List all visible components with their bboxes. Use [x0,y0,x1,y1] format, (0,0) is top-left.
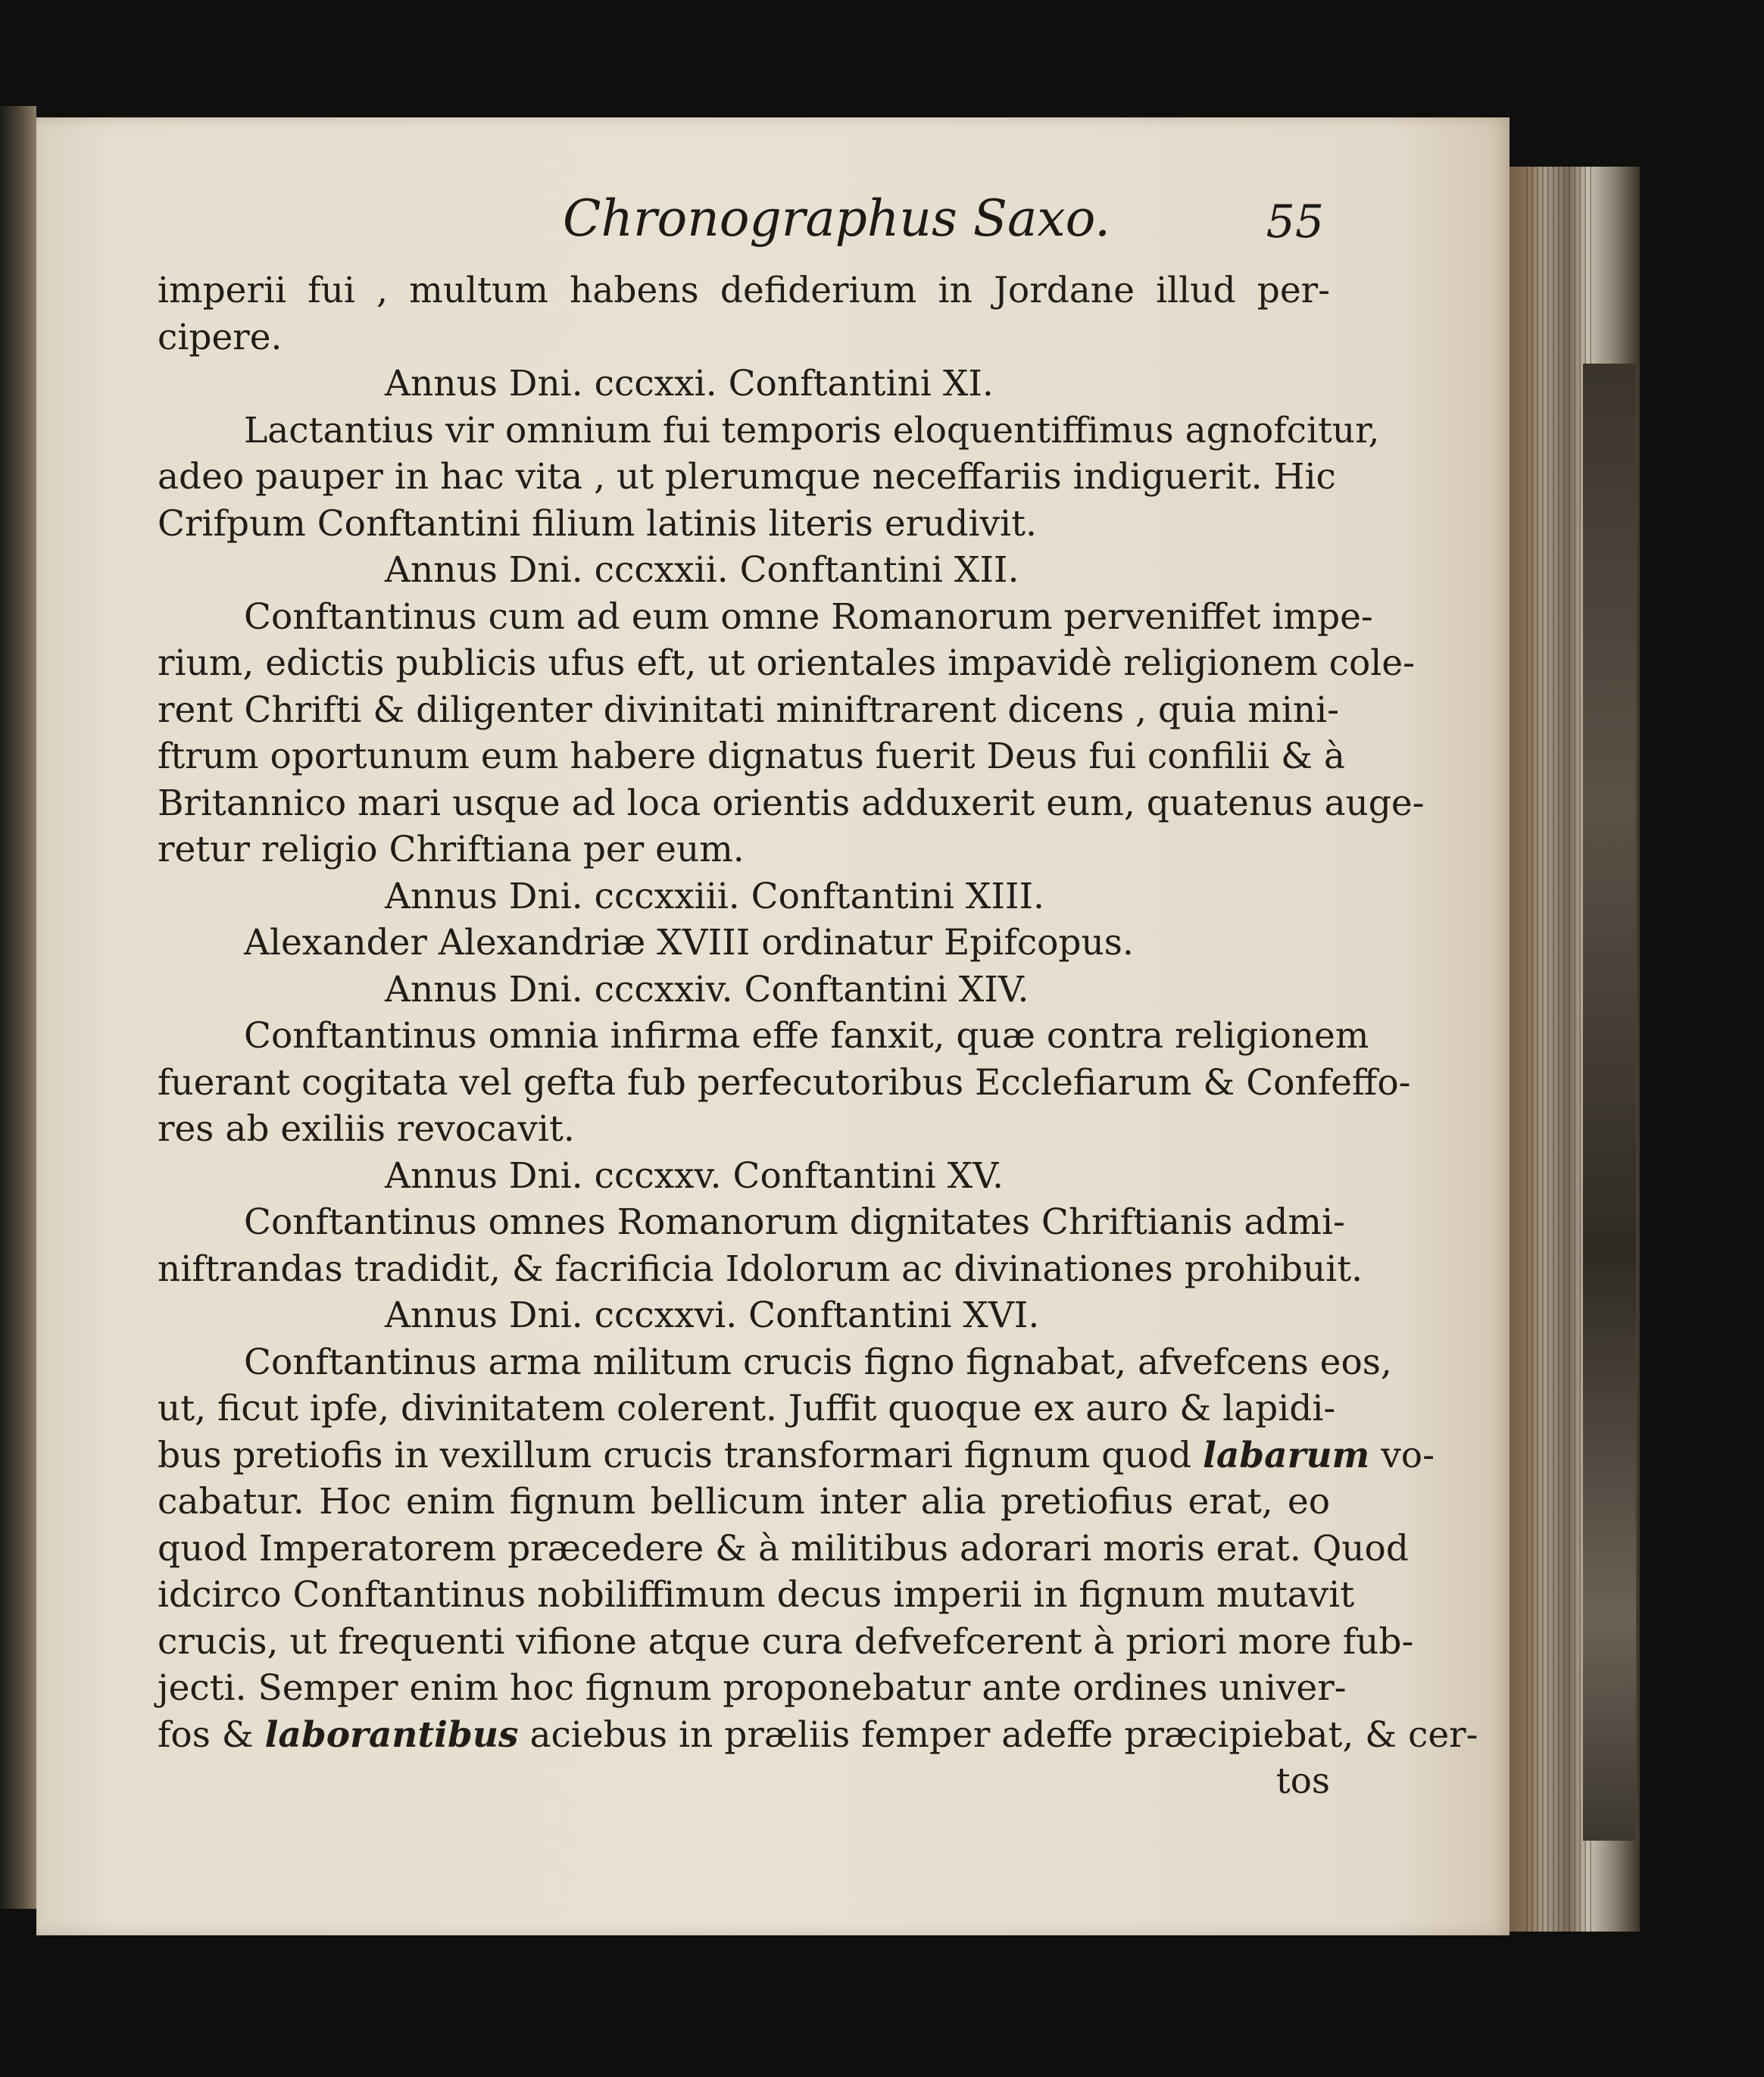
text-line: Lactantius vir omnium fui temporis eloquentiffimus agnofcitur, [244,409,1380,451]
text-line: adeo pauper in hac vita , ut plerumque neceffariis indiguerit. Hic [158,456,1336,498]
text-line: Alexander Alexandriæ XVIII ordinatur Epifcopus. [244,922,1134,964]
text-line: cipere. [158,316,283,358]
text-line: rium, edictis publicis ufus eft, ut orientales impavidè religionem cole- [158,642,1415,684]
text-line: Conftantinus cum ad eum omne Romanorum perveniffet impe- [244,595,1373,638]
text-line [158,1432,1435,1479]
italic-word: labarum [1202,1434,1370,1476]
book-page [36,117,1510,1935]
page-number: 55 [1266,195,1324,248]
year-heading: Annus Dni. cccxxiv. Conftantini XIV. [385,968,1029,1010]
text-line: retur religio Chriftiana per eum. [158,829,745,870]
italic-word: laborantibus [264,1713,519,1756]
running-title: Chronographus Saxo. [563,189,1111,248]
text-line: crucis, ut frequenti vifione atque cura defvefcerent à priori more fub- [158,1620,1414,1663]
text-line: quod Imperatorem præcedere & à militibus adorari moris erat. Quod [158,1527,1409,1569]
text-line: Conftantinus omnia infirma effe fanxit, quæ contra religionem [244,1015,1369,1057]
text-run: aciebus in præliis femper adeffe præcipiebat, & cer- [518,1713,1478,1756]
year-heading: Annus Dni. cccxxii. Conftantini XII. [385,549,1019,591]
text-run: fos & [158,1713,265,1756]
text-line: Conftantinus omnes Romanorum dignitates Chriftianis admi- [244,1201,1345,1243]
text-line: idcirco Conftantinus nobiliffimum decus imperii in fignum mutavit [158,1574,1355,1616]
book-cover-edge [1583,364,1636,1841]
catchword: tos [1275,1760,1330,1802]
text-line [158,1712,1478,1759]
year-heading: Annus Dni. cccxxvi. Conftantini XVI. [385,1295,1040,1336]
text-line: imperii fui , multum habens defiderium in Jordane illud per- [158,270,1330,311]
text-block [158,267,1478,1805]
text-line: niftrandas tradidit, & facrificia Idolorum ac divinationes prohibuit. [158,1248,1363,1290]
text-line: ftrum oportunum eum habere dignatus fuerit Deus fui confilii & à [158,736,1345,777]
year-heading: Annus Dni. cccxxi. Conftantini XI. [385,363,994,404]
book-left-edge [0,106,36,1909]
year-heading: Annus Dni. cccxxv. Conftantini XV. [385,1154,1004,1197]
text-line: cabatur. Hoc enim fignum bellicum inter alia pretiofius erat, eo [158,1481,1330,1523]
text-run: vo- [1369,1434,1435,1476]
text-line: fuerant cogitata vel gefta fub perfecutoribus Ecclefiarum & Confeffo- [158,1061,1411,1104]
text-line: Conftantinus arma militum crucis figno fignabat, afvefcens eos, [244,1341,1392,1383]
text-line: Crifpum Conftantini filium latinis literis erudivit. [158,502,1037,545]
text-line: rent Chrifti & diligenter divinitati miniftrarent dicens , quia mini- [158,689,1340,731]
year-heading: Annus Dni. cccxxiii. Conftantini XIII. [385,875,1044,917]
text-line: jecti. Semper enim hoc fignum proponebatur ante ordines univer- [158,1667,1347,1709]
text-run: bus pretiofis in vexillum crucis transformari fignum quod [158,1434,1203,1476]
text-line: res ab exiliis revocavit. [158,1108,575,1150]
page-header [158,189,1324,258]
text-line: ut, ficut ipfe, divinitatem colerent. Juffit quoque ex auro & lapidi- [158,1388,1336,1429]
text-line: Britannico mari usque ad loca orientis adduxerit eum, quatenus auge- [158,782,1425,824]
